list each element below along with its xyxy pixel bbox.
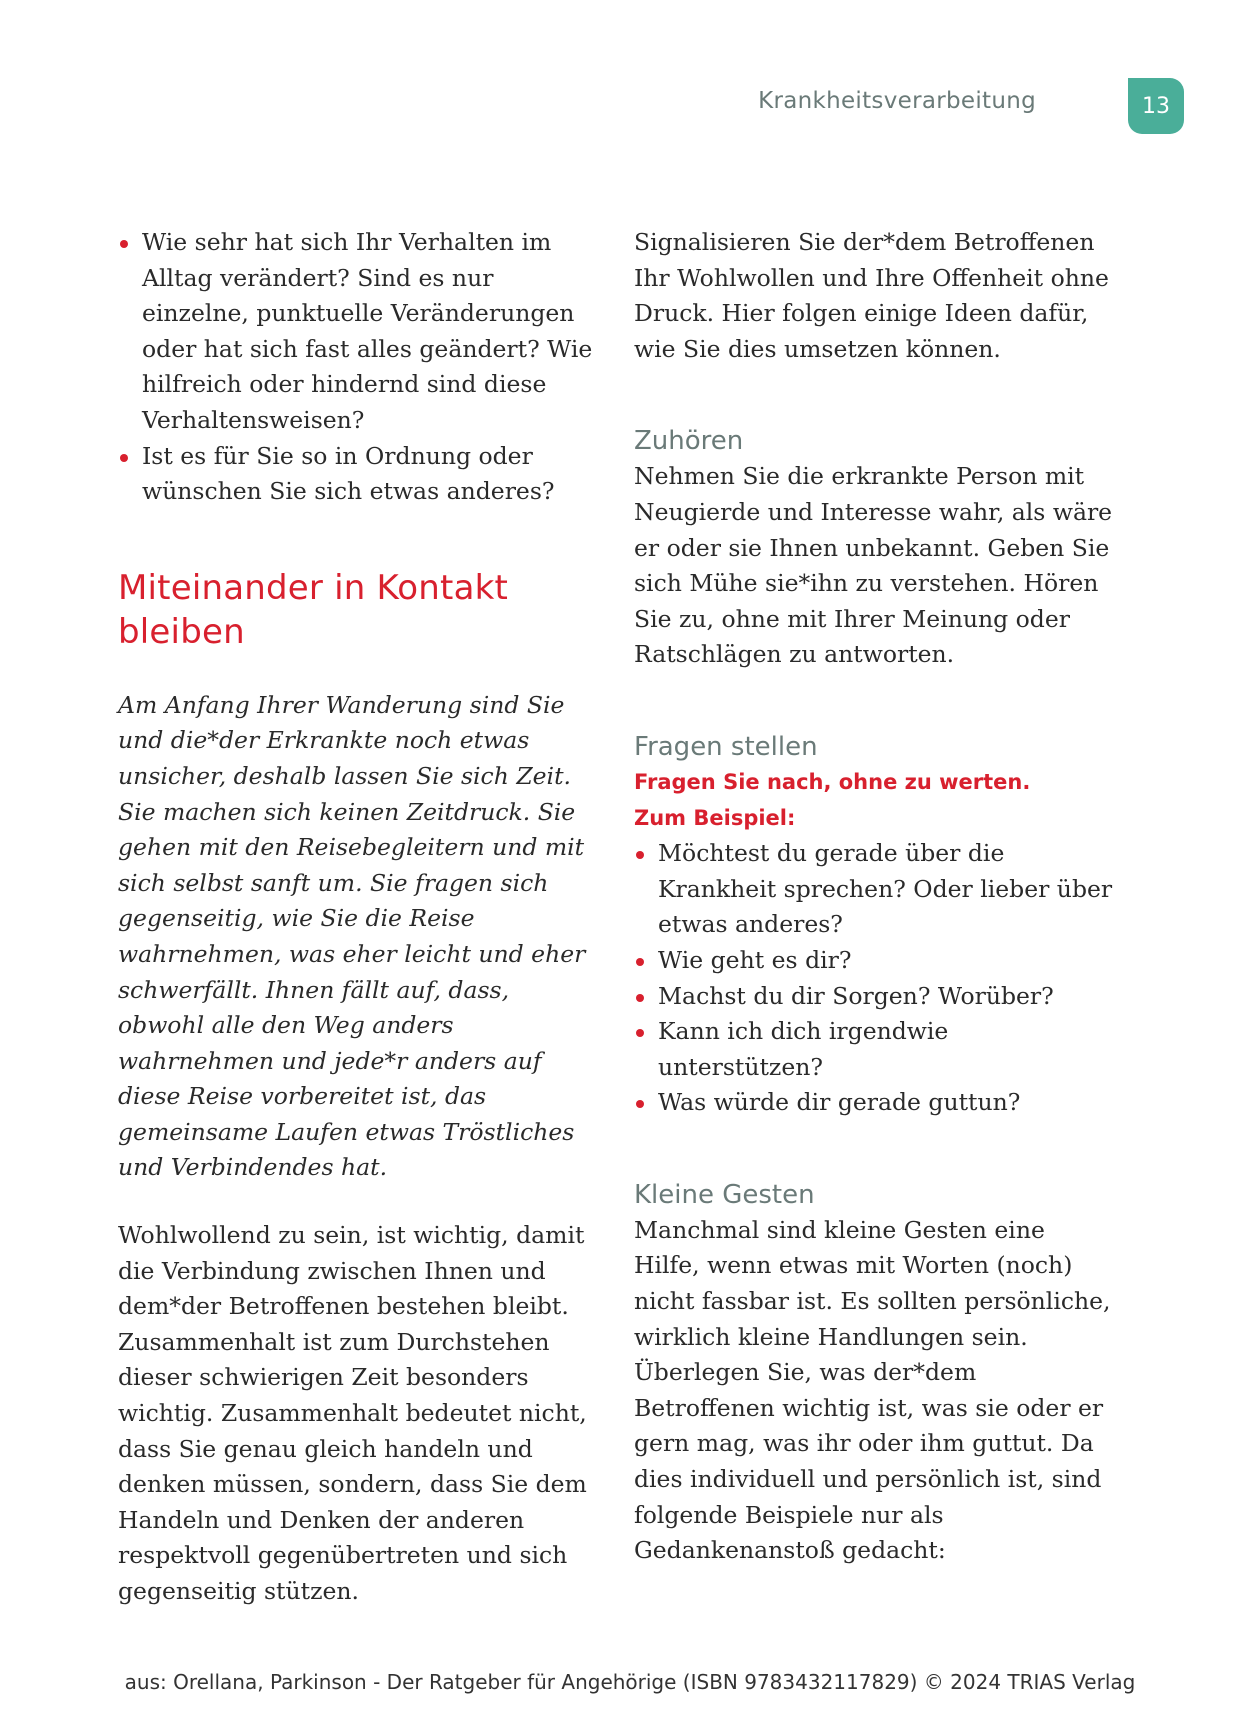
list-item: Kann ich dich irgendwie unterstützen? — [634, 1014, 1114, 1085]
bullet-dot-icon — [636, 851, 644, 859]
question-list — [634, 836, 1114, 1121]
bullet-dot-icon — [636, 994, 644, 1002]
list-item: Wie geht es dir? — [634, 943, 1114, 979]
list-item: Möchtest du gerade über die Krankheit sprechen? Oder lieber über etwas anderes? — [634, 836, 1114, 943]
page-number-badge: 13 — [1128, 78, 1184, 134]
body-paragraph: Wohlwollend zu sein, ist wichtig, damit die Verbindung zwischen Ihnen und dem*der Betroffenen bestehen bleibt. Zusammenhalt ist zum Durchstehen dieser schwierigen Zeit besonders wichtig. Zusammenhalt bedeutet nicht, dass Sie genau gleich handeln und denken müssen, sondern, dass Sie dem Handeln und Denken der anderen respektvoll gegenübertreten und sich gegenseitig stützen. — [118, 1221, 587, 1605]
bullet-dot-icon — [636, 1029, 644, 1037]
list-item: Was würde dir gerade guttun? — [634, 1085, 1114, 1121]
gesten-paragraph: Manchmal sind kleine Gesten eine Hilfe, wenn etwas mit Worten (noch) nicht fassbar ist. Es sollten persönliche, wirklich kleine Handlungen sein. Überlegen Sie, was der*dem Betroffenen wichtig ist, was sie oder er gern mag, was ihr oder ihm guttut. Da dies individuell und persönlich ist, sind folgende Beispiele nur als Gedankenanstoß gedacht: — [634, 1215, 1111, 1565]
bullet-dot-icon — [636, 958, 644, 966]
subheading-fragen: Fragen stellen — [634, 731, 818, 762]
zuhoeren-paragraph: Nehmen Sie die erkrankte Person mit Neugierde und Interesse wahr, als wäre er oder sie Ihnen unbekannt. Geben Sie sich Mühe sie*ihn zu verstehen. Hören Sie zu, ohne mit Ihrer Meinung oder Ratschlägen zu antworten. — [634, 462, 1113, 669]
source-footer: aus: Orellana, Parkinson - Der Ratgeber für Angehörige (ISBN 9783432117829) © 2024 TRIAS Verlag — [124, 1670, 1136, 1694]
bullet-dot-icon — [120, 240, 128, 248]
fragen-example-label: Zum Beispiel: — [634, 805, 796, 830]
intro-italic-paragraph: Am Anfang Ihrer Wanderung sind Sie und die*der Erkrankte noch etwas unsicher, deshalb lassen Sie sich Zeit. Sie machen sich keinen Zeitdruck. Sie gehen mit den Reisebegleitern und mit sich selbst sanft um. Sie fragen sich gegenseitig, wie Sie die Reise wahrnehmen, was eher leicht und eher schwerfällt. Ihnen fällt auf, dass, obwohl alle den Weg anders wahrnehmen und jede*r anders auf diese Reise vorbereitet ist, das gemeinsame Laufen etwas Tröstliches und Verbindendes hat. — [118, 690, 586, 1182]
section-title: Miteinander in Kontakt bleiben — [118, 567, 509, 652]
bullet-dot-icon — [120, 454, 128, 462]
list-item: Ist es für Sie so in Ordnung oder wünschen Sie sich etwas anderes? — [118, 439, 598, 510]
left-column — [118, 225, 598, 1610]
subheading-gesten: Kleine Gesten — [634, 1179, 815, 1210]
fragen-emphasis: Fragen Sie nach, ohne zu werten. — [634, 769, 1031, 794]
right-column — [634, 225, 1114, 1569]
reflection-question-list — [118, 225, 598, 510]
running-header-title: Krankheitsverarbeitung — [758, 88, 1036, 114]
list-item: Machst du dir Sorgen? Worüber? — [634, 979, 1114, 1015]
subheading-zuhoeren: Zuhören — [634, 426, 744, 457]
list-item: Wie sehr hat sich Ihr Verhalten im Alltag verändert? Sind es nur einzelne, punktuelle Veränderungen oder hat sich fast alles geändert? Wie hilfreich oder hindernd sind diese Verhaltensweisen? — [118, 225, 598, 439]
bullet-dot-icon — [636, 1100, 644, 1108]
intro-paragraph: Signalisieren Sie der*dem Betroffenen Ihr Wohlwollen und Ihre Offenheit ohne Druck. Hier folgen einige Ideen dafür, wie Sie dies umsetzen können. — [634, 228, 1109, 363]
